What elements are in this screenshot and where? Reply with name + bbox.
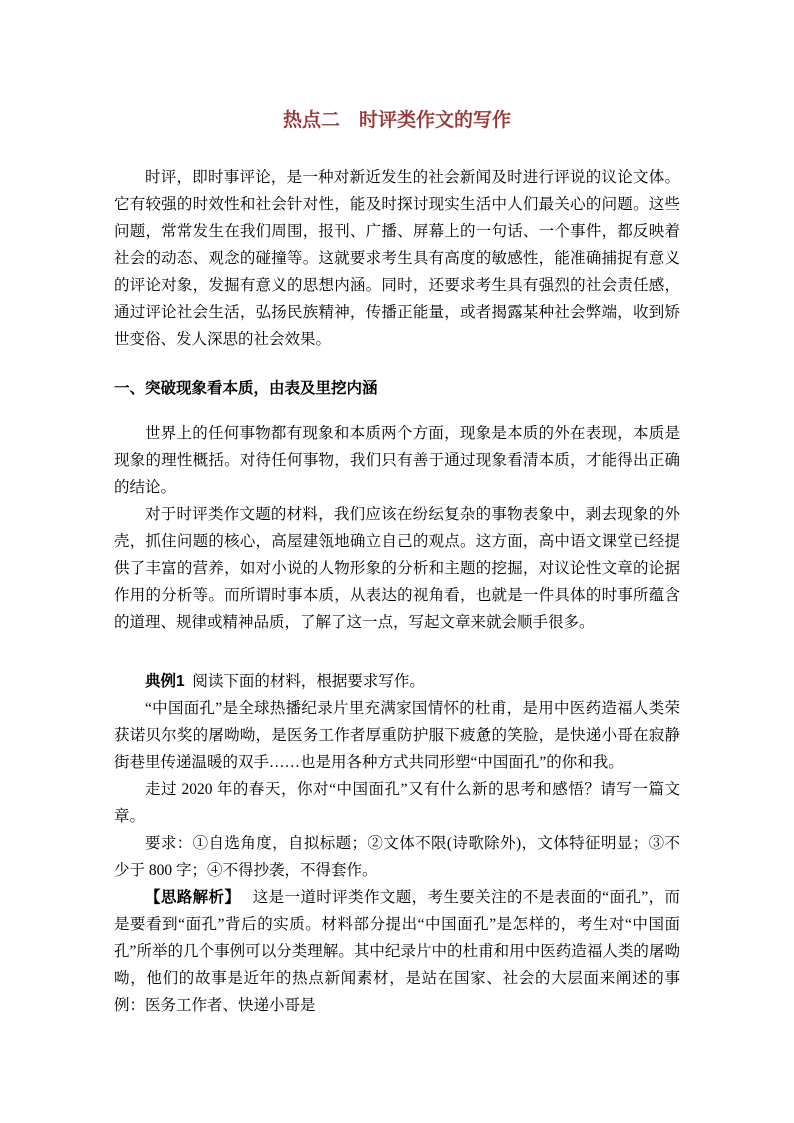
example-task-paragraph: 走过 2020 年的春天，你对“中国面孔”又有什么新的思考和感悟？请写一篇文章。 xyxy=(114,781,680,825)
example-label: 典例1 xyxy=(145,673,185,690)
intro-paragraph: 时评，即时事评论，是一种对新近发生的社会新闻及时进行评说的议论文体。它有较强的时效性和社会针对性，能及时探讨现实生活中人们最关心的问题。这些问题，常常发生在我们周围，报刊、广播、屏幕上的一句话、一个事件，都反映着社会的动态、观念的碰撞等。这就要求考生具有高度的敏感性，能准确捕捉有意义的评论对象，发掘有意义的思想内涵。同时，还要求考生具有强烈的社会责任感，通过评论社会生活，弘扬民族精神，传播正能量，或者揭露某种社会弊端，收到矫世变俗、发人深思的社会效果。 xyxy=(114,169,680,348)
example-intro-text: 阅读下面的材料，根据要求写作。 xyxy=(192,673,425,690)
analysis-paragraph xyxy=(114,884,680,1019)
example-material-paragraph: “中国面孔”是全球热播纪录片里充满家国情怀的杜甫，是用中医药造福人类荣获诺贝尔奖的屠呦呦，是医务工作者厚重防护服下疲惫的笑脸，是快递小哥在寂静街巷里传递温暖的双手……也是用各种方式共同形塑“中国面孔”的你和我。 xyxy=(114,700,680,771)
example-requirements-paragraph: 要求：①自选角度，自拟标题；②文体不限(诗歌除外)，文体特征明显；③不少于 800 字；④不得抄袭，不得套作。 xyxy=(114,835,680,879)
document-title: 热点二 时评类作文的写作 xyxy=(282,110,511,131)
section-paragraph-1: 世界上的任何事物都有现象和本质两个方面，现象是本质的外在表现，本质是现象的理性概括。对待任何事物，我们只有善于通过现象看清本质，才能得出正确的结论。 xyxy=(114,425,680,496)
example-intro-paragraph xyxy=(114,668,680,695)
analysis-label: 【思路解析】 xyxy=(145,889,241,906)
analysis-text: 这是一道时评类作文题，考生要关注的不是表面的“面孔”，而是要看到“面孔”背后的实质。材料部分提出“中国面孔”是怎样的，考生对“中国面孔”所举的几个事例可以分类理解。其中纪录片中的杜甫和用中医药造福人类的屠呦呦，他们的故事是近年的热点新闻素材，是站在国家、社会的大层面来阐述的事例：医务工作者、快递小哥是 xyxy=(114,889,680,1014)
section-heading: 一、突破现象看本质，由表及里挖内涵 xyxy=(114,380,378,397)
section-paragraph-2: 对于时评类作文题的材料，我们应该在纷纭复杂的事物表象中，剥去现象的外壳，抓住问题的核心，高屋建瓴地确立自己的观点。这方面，高中语文课堂已经提供了丰富的营养，如对小说的人物形象的分析和主题的挖掘，对议论性文章的论据作用的分析等。而所谓时事本质，从表达的视角看，也就是一件具体的时事所蕴含的道理、规律或精神品质，了解了这一点，写起文章来就会顺手很多。 xyxy=(114,506,680,631)
